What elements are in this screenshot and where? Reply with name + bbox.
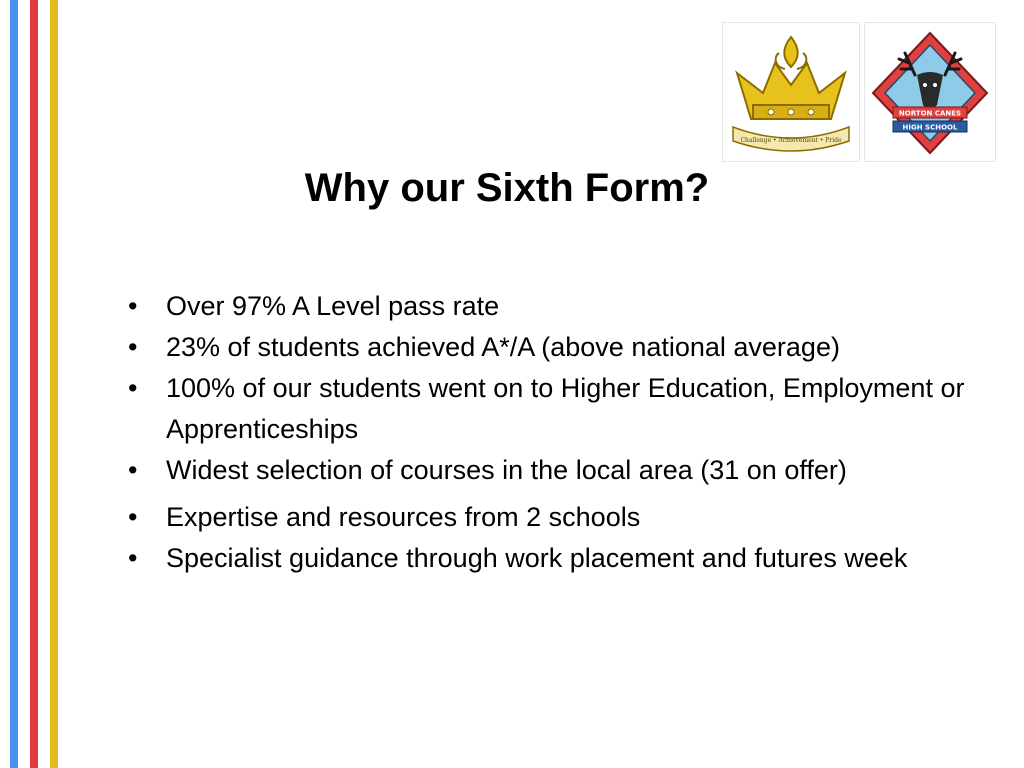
bullet-icon: •	[128, 373, 138, 403]
bullet-item	[128, 450, 988, 491]
bullet-item	[128, 286, 988, 327]
red-stripe	[30, 0, 38, 768]
bullet-icon: •	[128, 455, 138, 485]
bullet-icon: •	[128, 291, 138, 321]
slide-title: Why our Sixth Form?	[304, 166, 710, 210]
slide-title-wrapper	[0, 166, 1024, 211]
bullet-text: Specialist guidance through work placement and futures week	[166, 543, 908, 573]
crown-icon	[723, 23, 859, 161]
bullet-icon: •	[128, 332, 138, 362]
blue-stripe	[10, 0, 18, 768]
yellow-stripe	[50, 0, 58, 768]
bullet-icon: •	[128, 502, 138, 532]
bullet-text: Widest selection of courses in the local area (31 on offer)	[166, 455, 847, 485]
bullet-text: 23% of students achieved A*/A (above national average)	[166, 332, 840, 362]
bullet-item	[128, 368, 988, 450]
crown-scroll-text: Challenge • Achievement • Pride	[740, 137, 842, 144]
bullet-item	[128, 327, 988, 368]
bullet-item	[128, 497, 988, 538]
school-logo	[864, 22, 996, 162]
crown-logo	[722, 22, 860, 162]
school-top-text: NORTON CANES	[898, 109, 962, 118]
bullet-text: Expertise and resources from 2 schools	[166, 502, 641, 532]
bullet-icon: •	[128, 543, 138, 573]
bullet-text: Over 97% A Level pass rate	[166, 291, 500, 321]
bullet-list	[128, 286, 988, 579]
stag-icon	[865, 23, 995, 161]
bullet-item	[128, 538, 988, 579]
school-bottom-text: HIGH SCHOOL	[902, 123, 958, 132]
logo-group	[722, 22, 996, 162]
bullet-text: 100% of our students went on to Higher Education, Employment or Apprenticeships	[166, 373, 965, 444]
